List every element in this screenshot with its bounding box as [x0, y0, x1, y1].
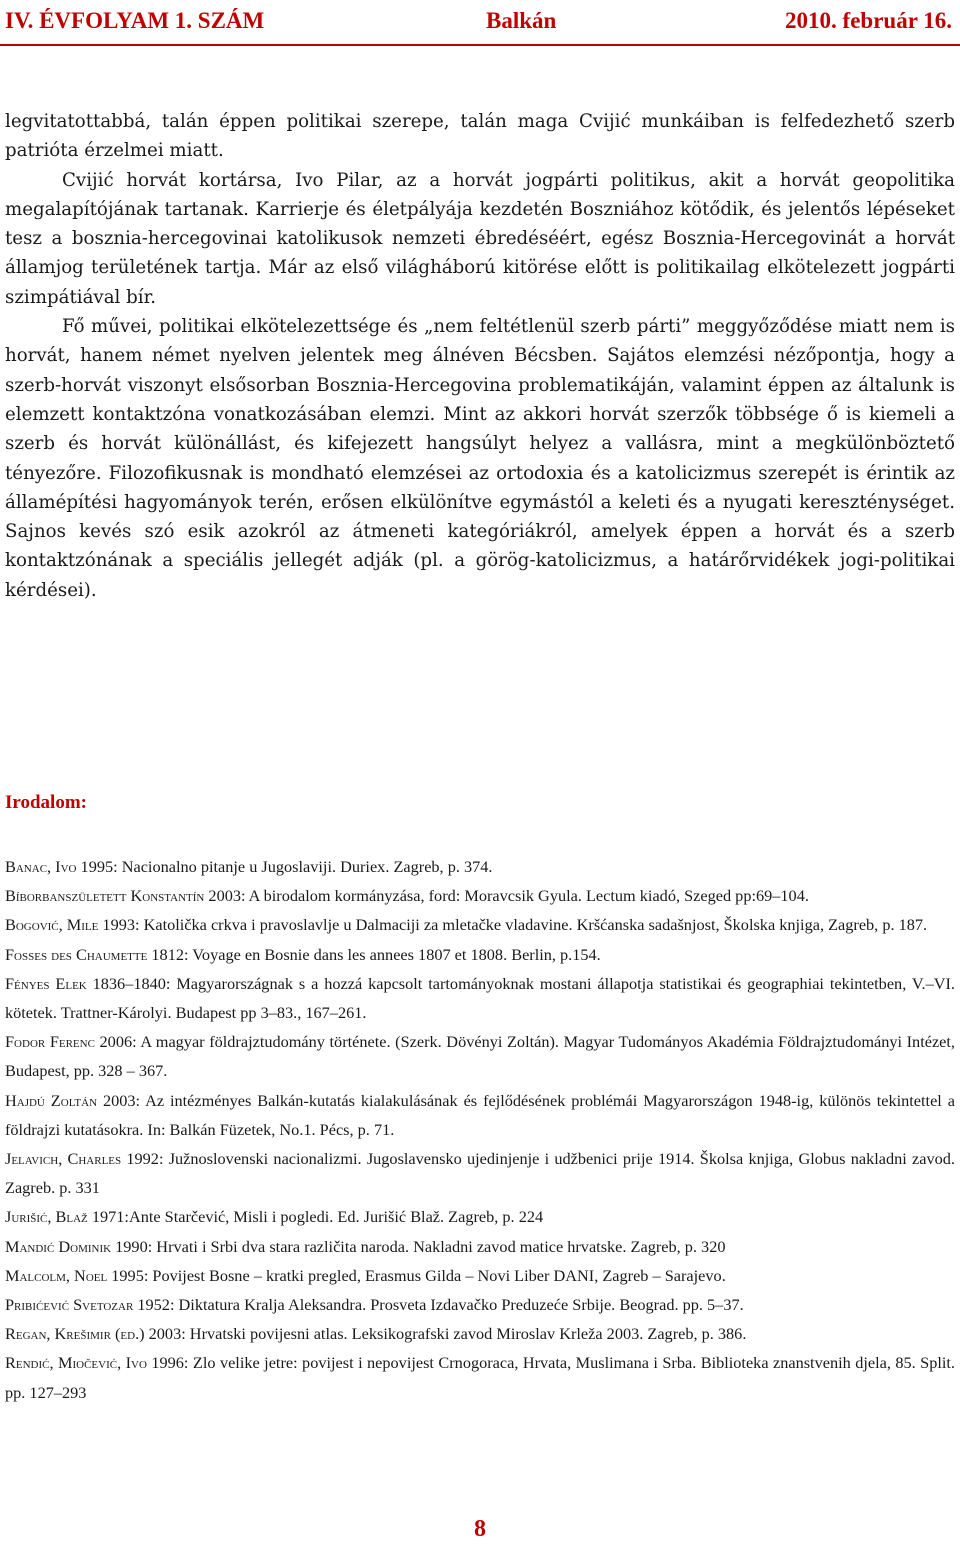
issue-date: 2010. február 16. — [785, 8, 952, 33]
reference-item — [5, 940, 955, 969]
reference-author: Jurišić, Blaž — [5, 1207, 88, 1227]
reference-text: 2003: A birodalom kormányzása, ford: Moravcsik Gyula. Lectum kiadó, Szeged pp:69–104. — [204, 886, 809, 906]
page-header — [0, 0, 960, 46]
reference-text: 1995: Nacionalno pitanje u Jugoslaviji. Duriex. Zagreb, p. 374. — [76, 857, 493, 876]
reference-item — [5, 1348, 955, 1406]
reference-author: Pribićević Svetozar — [5, 1295, 134, 1315]
reference-text: 1971:Ante Starčević, Misli i pogledi. Ed. Jurišić Blaž. Zagreb, p. 224 — [87, 1207, 544, 1227]
reference-text: 1836–1840: Magyarországnak s a hozzá kapcsolt tartományoknak mostani állapotja statistikai és geographiai tekintetben, V.–VI. kötetek. Trattner-Károlyi. Budapest pp 3–83., 167–261. — [5, 973, 955, 1023]
reference-text: 1996: Zlo velike jetre: povijest i nepovijest Crnogoraca, Hrvata, Muslimana i Srba. Biblioteka znanstvenih djela, 85. Split. pp. 127–293 — [5, 1353, 955, 1402]
reference-item — [5, 852, 955, 881]
issue-label: IV. ÉVFOLYAM 1. SZÁM — [5, 8, 265, 33]
reference-item — [5, 1290, 955, 1319]
reference-text: 1993: Katolička crkva i pravoslavlje u Dalmaciji za mletačke vladavine. Kršćanska sadašnjost, Školska knjiga, Zagreb, p. 187. — [98, 915, 928, 935]
paragraph: legvitatottabbá, talán éppen politikai szerepe, talán maga Cvijić munkáiban is felfedezhető szerb patrióta érzelmei miatt. — [5, 111, 955, 162]
reference-item — [5, 969, 955, 1027]
reference-text: 1952: Diktatura Kralja Aleksandra. Prosveta Izdavačko Preduzeće Srbije. Beograd. pp. 5–37. — [133, 1295, 744, 1315]
reference-author: Fodor Ferenc — [5, 1032, 95, 1052]
article-body — [5, 107, 955, 605]
reference-author: Regan, Krešimir (ed.) — [5, 1324, 145, 1344]
reference-item — [5, 1232, 955, 1261]
reference-author: Fosses des Chaumette — [5, 944, 148, 964]
paragraph: Cvijić horvát kortársa, Ivo Pilar, az a horvát jogpárti politikus, akit a horvát geopolitika megalapítójának tartanak. Karrierje és életpályája kezdetén Boszniához kötődik, és jelentős lépéseket tesz a bosznia-hercegovinai katolikusok nemzeti ébredéséért, egész Bosznia-Hercegovinát a horvát államjog területének tartja. Már az első világháború kitörése előtt is politikailag elkötelezett jogpárti szimpátiával bír. — [5, 169, 955, 308]
reference-author: Fényes Elek — [5, 973, 87, 993]
reference-text: 2003: Hrvatski povijesni atlas. Leksikografski zavod Miroslav Krleža 2003. Zagreb, p. 386. — [144, 1324, 747, 1344]
reference-text: 1995: Povijest Bosne – kratki pregled, Erasmus Gilda – Novi Liber DANI, Zagreb – Sarajevo. — [107, 1265, 726, 1285]
references-heading: Irodalom: — [5, 792, 87, 813]
reference-text: 2003: Az intézményes Balkán-kutatás kialakulásának és fejlődésének problémái Magyarországon 1948-ig, különös tekintettel a földrajzi kutatásokra. In: Balkán Füzetek, No.1. Pécs, p. 71. — [5, 1090, 955, 1139]
reference-text: 1992: Južnoslovenski nacionalizmi. Jugoslavensko ujedinjenje i udžbenici prije 1914. Školsa knjiga, Globus nakladni zavod. Zagreb. p. 331 — [5, 1149, 955, 1198]
reference-item — [5, 910, 955, 939]
page-number: 8 — [474, 1516, 486, 1542]
reference-author: Banac, Ivo — [5, 857, 77, 876]
reference-item — [5, 1027, 955, 1085]
reference-item — [5, 1144, 955, 1202]
reference-item — [5, 1202, 955, 1231]
reference-author: Bíborbanszületett Konstantín — [5, 886, 205, 906]
reference-item — [5, 1086, 955, 1144]
reference-author: Mandić Dominik — [5, 1236, 112, 1256]
reference-text: 2006: A magyar földrajztudomány története. (Szerk. Dövényi Zoltán). Magyar Tudományos Akadémia Földrajztudományi Intézet, Budapest, pp. 328 – 367. — [5, 1032, 955, 1081]
reference-author: Bogović, Mile — [5, 915, 99, 935]
paragraph: Fő művei, politikai elkötelezettsége és „nem feltétlenül szerb párti” meggyőződése miatt nem is horvát, hanem német nyelven jelentek meg álnéven Bécsben. Sajátos elemzési nézőpontja, hogy a szerb-horvát viszonyt elsősorban Bosznia-Hercegovina problematikáján, valamint éppen az általunk is elemzett kontaktzóna vonatkozásában elemzi. Mint az akkori horvát szerzők többsége ő is kiemeli a szerb és horvát különállást, és kifejezett hangsúlyt helyez a vallásra, mint a megkülönböztető tényezőre. Filozofikusnak is mondható elemzései az ortodoxia és a katolicizmus szerepét is érintik az államépítési hagyományok terén, erősen elkülönítve egymástól a keleti és a nyugati kereszténységet. Sajnos kevés szó esik azokról az átmeneti kategóriákról, amelyek éppen a horvát és a szerb kontaktzónának a speciális jellegét adják (pl. a görög-katolicizmus, a határőrvidékek jogi-politikai kérdései). — [5, 316, 955, 601]
reference-item — [5, 881, 955, 910]
reference-item — [5, 1319, 955, 1348]
reference-text: 1990: Hrvati i Srbi dva stara različita naroda. Nakladni zavod matice hrvatske. Zagreb, p. 320 — [111, 1236, 726, 1256]
reference-item — [5, 1261, 955, 1290]
references-list — [5, 852, 955, 1407]
reference-author: Jelavich, Charles — [5, 1149, 122, 1169]
reference-author: Rendić, Miočević, Ivo — [5, 1353, 147, 1373]
journal-title: Balkán — [486, 8, 557, 33]
reference-author: Hajdú Zoltán — [5, 1090, 98, 1110]
reference-text: 1812: Voyage en Bosnie dans les annees 1807 et 1808. Berlin, p.154. — [147, 944, 601, 964]
reference-author: Malcolm, Noel — [5, 1265, 108, 1285]
